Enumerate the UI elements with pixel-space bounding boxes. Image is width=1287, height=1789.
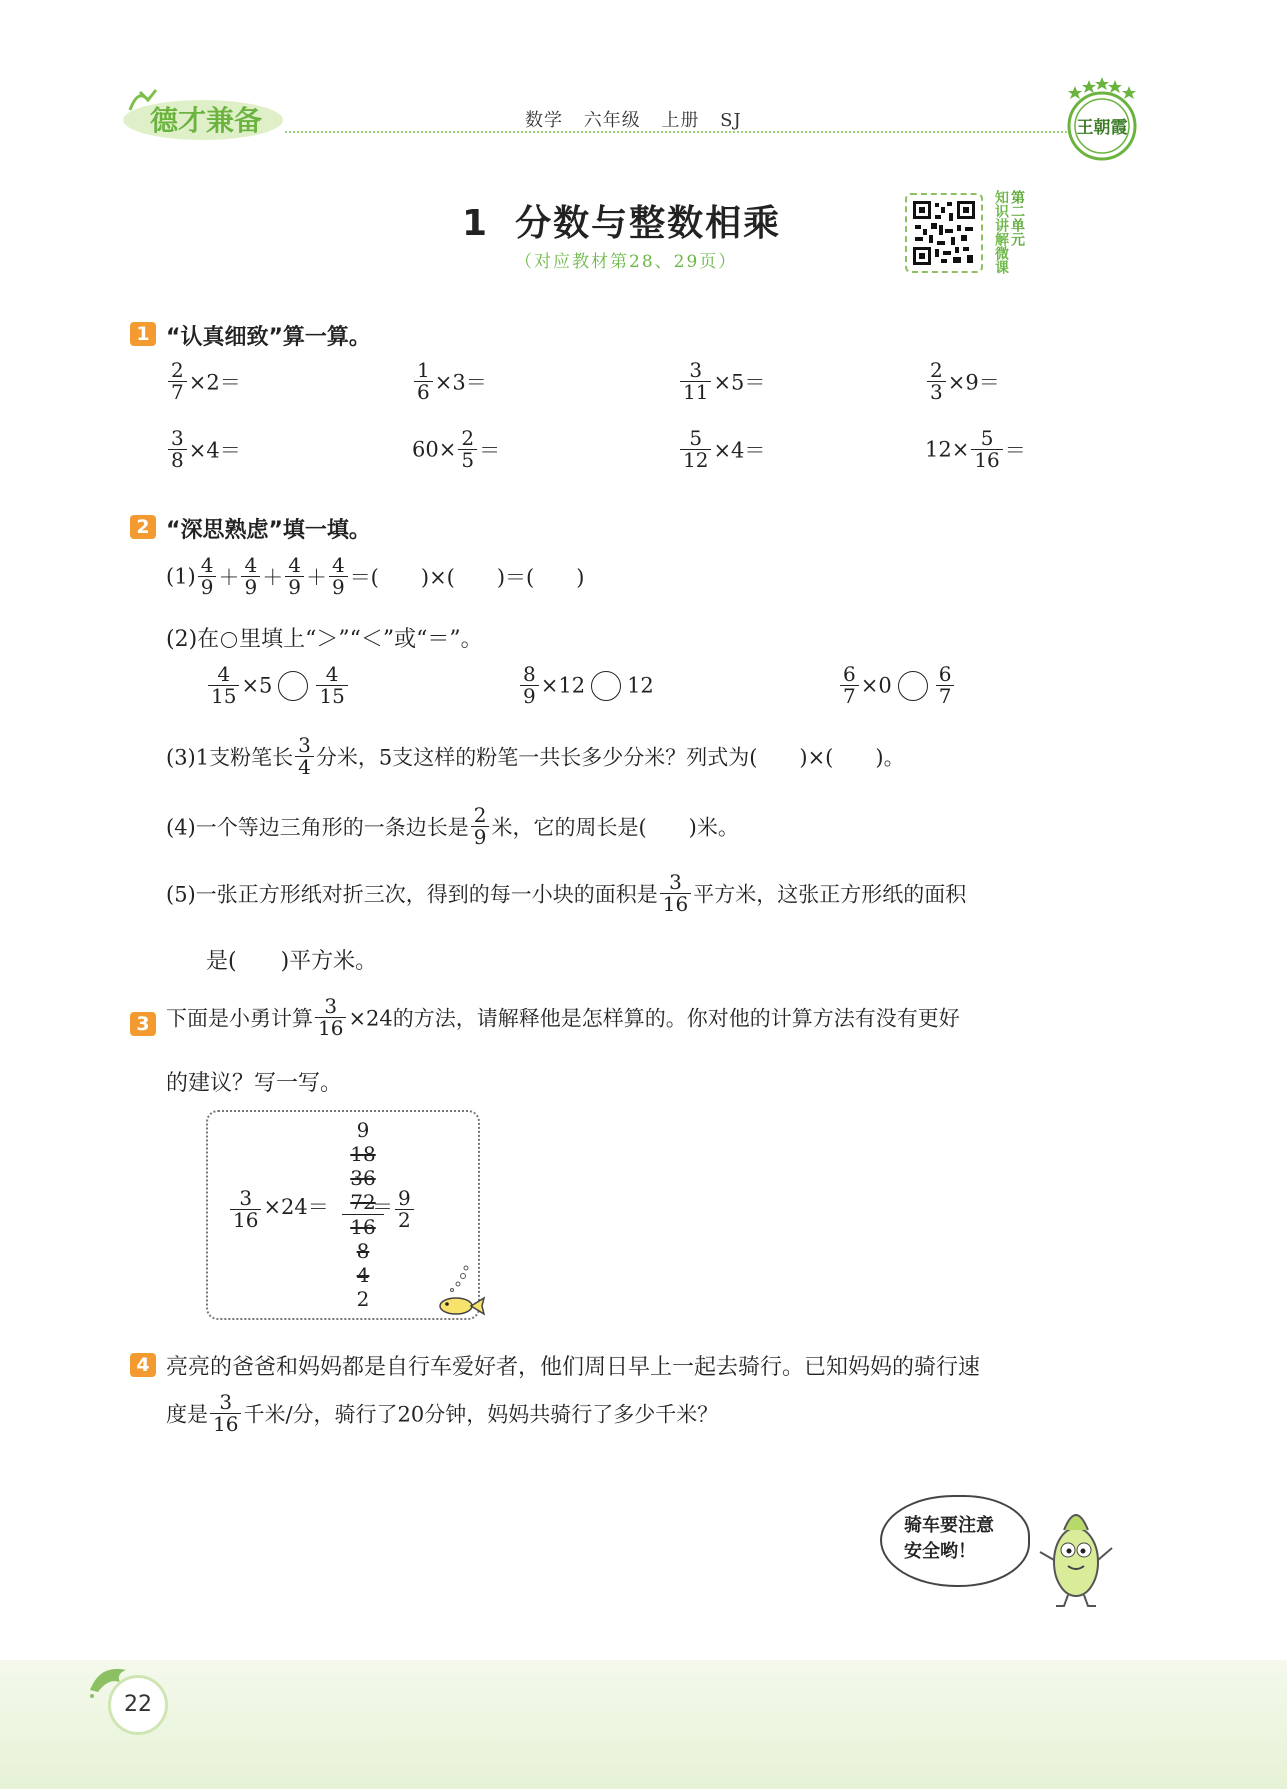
page-number: 22 [108,1675,168,1735]
question-4-badge: 4 [130,1353,156,1377]
fraction: $\frac{4}{9}$ [198,555,217,598]
seal-text: 王朝霞 [1076,118,1128,138]
book-info: 数学 六年级 上册 SJ [525,110,742,131]
question-1-badge: 1 [130,322,156,346]
stack-numerator: 18 [350,1142,376,1166]
section-title: 分数与整数相乘 [515,203,782,244]
fraction: $\frac{6}{7}$ [936,664,955,707]
footer-band [0,1660,1287,1789]
bubble-line-1: 骑车要注意 [904,1515,994,1536]
question-4-text-line-2: 度是 $\frac{3}{16}$ 千米/分，骑行了20分钟，妈妈共骑行了多少千米？ [166,1390,719,1436]
fraction: $\frac{9}{2}$ [395,1188,414,1231]
q1-exercise-answer[interactable]: ×5＝ [713,370,766,395]
q2-comparison: $\frac{4}{15}$ ×5 $\frac{4}{15}$ [206,664,350,707]
q2-part-3: (3)1支粉笔长 $\frac{3}{4}$ 分米，5支这样的粉笔一共长多少分米？列式为( )×( )。 [166,733,905,779]
page-title [462,195,781,246]
q1-exercise-answer[interactable]: ×4＝ [188,438,241,463]
q1-exercise-answer[interactable]: ×9＝ [947,370,1000,395]
fraction: $\frac{4}{15}$ [316,664,347,707]
question-3-badge: 3 [130,1012,156,1036]
q1-exercise-answer[interactable]: ×3＝ [434,370,487,395]
fraction: $\frac{3}{4}$ [295,735,314,778]
fraction: $\frac{6}{7}$ [840,664,859,707]
q2-part-5: (5)一张正方形纸对折三次，得到的每一小块的面积是 $\frac{3}{16}$ 平方米，这张正方形纸的面积 [166,870,967,916]
question-2-heading: “深思熟虑”填一填。 [166,518,371,543]
stack-numerator: 36 [350,1166,376,1190]
stack-denominator: 8 [356,1239,370,1263]
question-3-text-line-2: 的建议？写一写。 [166,1071,343,1096]
work-lhs: $\frac{3}{16}$ ×24＝ [228,1188,329,1231]
mascot-illustration [1036,1500,1116,1614]
circle-icon [221,632,237,648]
q2-part-1: (1) $\frac{4}{9}$ ＋ $\frac{4}{9}$ ＋ $\frac{4}{9}$ ＋ $\frac{4}{9}$ ＝( )×( )＝( ) [166,553,585,599]
fraction: $\frac{4}{9}$ [329,555,348,598]
question-4-text-line-1: 亮亮的爸爸和妈妈都是自行车爱好者，他们周日早上一起去骑行。已知妈妈的骑行速 [166,1355,981,1380]
fraction: $\frac{5}{12}$ [680,428,711,471]
fraction: $\frac{8}{9}$ [520,664,539,707]
compare-circle-blank[interactable] [898,671,928,701]
fraction: $\frac{1}{6}$ [414,360,433,403]
qr-label-col-2: 知识讲解微课 [993,190,1009,274]
fraction: $\frac{3}{16}$ [210,1392,241,1435]
work-result: ＝ $\frac{9}{2}$ [372,1188,416,1231]
question-1-heading: “认真细致”算一算。 [166,325,371,350]
brand-text: 德才兼备 [150,104,263,137]
author-seal-logo [1063,76,1141,166]
fraction: $\frac{5}{16}$ [971,428,1002,471]
fraction: $\frac{3}{16}$ [660,872,691,915]
fraction: $\frac{3}{11}$ [680,360,711,403]
q2-part-2-instruction: (2)在 里填上“＞”“＜”或“＝”。 [166,627,483,652]
compare-circle-blank[interactable] [278,671,308,701]
question-2-badge: 2 [130,515,156,539]
q2-part-4: (4)一个等边三角形的一条边长是 $\frac{2}{9}$ 米，它的周长是( )米。 [166,803,739,849]
stack-numerator: 9 [356,1118,370,1142]
fraction: $\frac{2}{5}$ [458,428,477,471]
q2-comparison: $\frac{6}{7}$ ×0 $\frac{6}{7}$ [838,664,956,707]
qr-code[interactable] [905,193,983,273]
fraction: $\frac{4}{15}$ [208,664,239,707]
q1-exercise [166,360,241,403]
q1-exercise-answer[interactable]: ×2＝ [188,370,241,395]
q1-exercise: 60× $\frac{2}{5}$ ＝ [412,426,501,472]
stack-denominator: 4 [356,1263,370,1287]
fraction: $\frac{2}{7}$ [168,360,187,403]
fraction: $\frac{3}{16}$ [230,1188,261,1231]
fraction: $\frac{2}{3}$ [927,360,946,403]
q1-exercise [412,360,487,403]
stack-denominator: 16 [350,1215,376,1239]
fraction: $\frac{4}{9}$ [241,555,260,598]
q1-exercise [925,360,1000,403]
q1-exercise-answer[interactable]: ×4＝ [713,438,766,463]
brand-logo [118,80,288,144]
question-3-text-line-1: 下面是小勇计算 $\frac{3}{16}$ ×24的方法，请解释他是怎样算的。你对他的计算方法有没有更好 [166,994,960,1040]
stack-denominator: 2 [356,1287,370,1311]
speech-bubble [880,1495,1030,1587]
q2-part-5-continued[interactable]: 是( )平方米。 [206,949,378,974]
q2-comparison: $\frac{8}{9}$ ×12 12 [518,664,654,707]
q1-exercise [678,428,765,471]
section-number: 1 [462,203,490,244]
q2-part-1-answer-blanks[interactable]: ＝( )×( )＝( ) [349,565,585,590]
qr-label-col-1: 第二单元 [1009,190,1025,246]
q1-exercise-answer[interactable]: ＝ [479,438,501,463]
fish-illustration [436,1262,492,1322]
q1-exercise [166,428,241,471]
q1-exercise: 12× $\frac{5}{16}$ ＝ [925,426,1026,472]
textbook-reference: （对应教材第28、29页） [515,252,738,272]
bubble-line-2: 安全哟！ [904,1541,976,1562]
fraction: $\frac{3}{8}$ [168,428,187,471]
q1-exercise-answer[interactable]: ＝ [1004,438,1026,463]
fraction: $\frac{4}{9}$ [285,555,304,598]
fraction: $\frac{2}{9}$ [471,805,490,848]
q1-exercise [678,360,765,403]
fraction: $\frac{3}{16}$ [315,996,346,1039]
micro-lesson-label [993,190,1033,274]
compare-circle-blank[interactable] [591,671,621,701]
stack-numerator: 72 [350,1190,376,1214]
